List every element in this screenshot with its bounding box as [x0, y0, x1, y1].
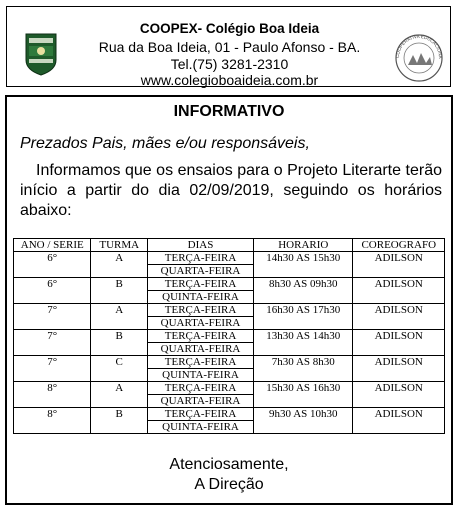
- col-header-turma: TURMA: [91, 239, 147, 252]
- notice-title: INFORMATIVO: [173, 103, 285, 120]
- notice-box: [5, 95, 453, 505]
- cell-turma: B: [91, 408, 147, 434]
- table-row: [14, 304, 445, 317]
- closing-line1: Atenciosamente,: [169, 456, 289, 473]
- notice-body: [20, 161, 442, 221]
- cell-dia1: TERÇA-FEIRA: [147, 382, 253, 395]
- table-row: [14, 408, 445, 421]
- cooperative-seal-icon: [391, 33, 447, 83]
- cell-horario: 8h30 AS 09h30: [254, 278, 353, 304]
- cell-dia2: QUARTA-FEIRA: [147, 395, 253, 408]
- closing-line2: A Direção: [194, 476, 264, 493]
- school-phone: Tel.(75) 3281-2310: [170, 56, 289, 72]
- cell-ano: 8°: [14, 408, 91, 434]
- cell-horario: 16h30 AS 17h30: [254, 304, 353, 330]
- cell-dia1: TERÇA-FEIRA: [147, 278, 253, 291]
- cell-dia1: TERÇA-FEIRA: [147, 330, 253, 343]
- schedule-table: [13, 238, 445, 434]
- table-row: [14, 278, 445, 291]
- cell-horario: 14h30 AS 15h30: [254, 252, 353, 278]
- cell-dia2: QUINTA-FEIRA: [147, 369, 253, 382]
- col-header-coreografo: COREOGRAFO: [353, 239, 445, 252]
- col-header-horario: HORARIO: [254, 239, 353, 252]
- cell-dia1: TERÇA-FEIRA: [147, 408, 253, 421]
- cell-dia1: TERÇA-FEIRA: [147, 252, 253, 265]
- seal-text: COOPERATIVA EDUCACIONA: [394, 33, 444, 59]
- cell-coreografo: ADILSON: [353, 382, 445, 408]
- table-row: [14, 356, 445, 369]
- cell-ano: 6°: [14, 252, 91, 278]
- cell-dia2: QUARTA-FEIRA: [147, 343, 253, 356]
- cell-dia2: QUINTA-FEIRA: [147, 421, 253, 434]
- cell-coreografo: ADILSON: [353, 278, 445, 304]
- cell-horario: 9h30 AS 10h30: [254, 408, 353, 434]
- svg-text:COOPERATIVA EDUCACIONAL · COOP: [391, 33, 443, 59]
- cell-turma: B: [91, 330, 147, 356]
- col-header-dias: DIAS: [147, 239, 253, 252]
- cell-ano: 7°: [14, 356, 91, 382]
- cell-coreografo: ADILSON: [353, 356, 445, 382]
- cell-dia1: TERÇA-FEIRA: [147, 304, 253, 317]
- cell-dia2: QUARTA-FEIRA: [147, 265, 253, 278]
- cell-ano: 6°: [14, 278, 91, 304]
- cell-dia2: QUARTA-FEIRA: [147, 317, 253, 330]
- cell-coreografo: ADILSON: [353, 408, 445, 434]
- col-header-ano: ANO / SERIE: [14, 239, 91, 252]
- cell-dia2: QUINTA-FEIRA: [147, 291, 253, 304]
- cell-turma: A: [91, 304, 147, 330]
- cell-ano: 7°: [14, 330, 91, 356]
- cell-turma: B: [91, 278, 147, 304]
- cell-coreografo: ADILSON: [353, 252, 445, 278]
- cell-ano: 8°: [14, 382, 91, 408]
- letterhead: [6, 6, 451, 87]
- school-name: COOPEX- Colégio Boa Ideia: [139, 21, 320, 36]
- cell-coreografo: ADILSON: [353, 330, 445, 356]
- cell-horario: 7h30 AS 8h30: [254, 356, 353, 382]
- cell-dia1: TERÇA-FEIRA: [147, 356, 253, 369]
- school-address: Rua da Boa Ideia, 01 - Paulo Afonso - BA.: [98, 39, 361, 55]
- notice-greeting: Prezados Pais, mães e/ou responsáveis,: [20, 135, 310, 152]
- table-row: [14, 330, 445, 343]
- cell-coreografo: ADILSON: [353, 304, 445, 330]
- cell-horario: 13h30 AS 14h30: [254, 330, 353, 356]
- table-row: [14, 382, 445, 395]
- table-header-row: [14, 239, 445, 252]
- notice-body-text: Informamos que os ensaios para o Projeto Literarte terão início a partir do dia 02/09/2019, seguindo os horários abaixo:: [20, 162, 442, 219]
- school-website: www.colegioboaideia.com.br: [140, 72, 319, 88]
- cell-turma: C: [91, 356, 147, 382]
- cell-turma: A: [91, 382, 147, 408]
- table-row: [14, 252, 445, 265]
- cell-turma: A: [91, 252, 147, 278]
- cell-horario: 15h30 AS 16h30: [254, 382, 353, 408]
- cell-ano: 7°: [14, 304, 91, 330]
- closing: [7, 455, 451, 495]
